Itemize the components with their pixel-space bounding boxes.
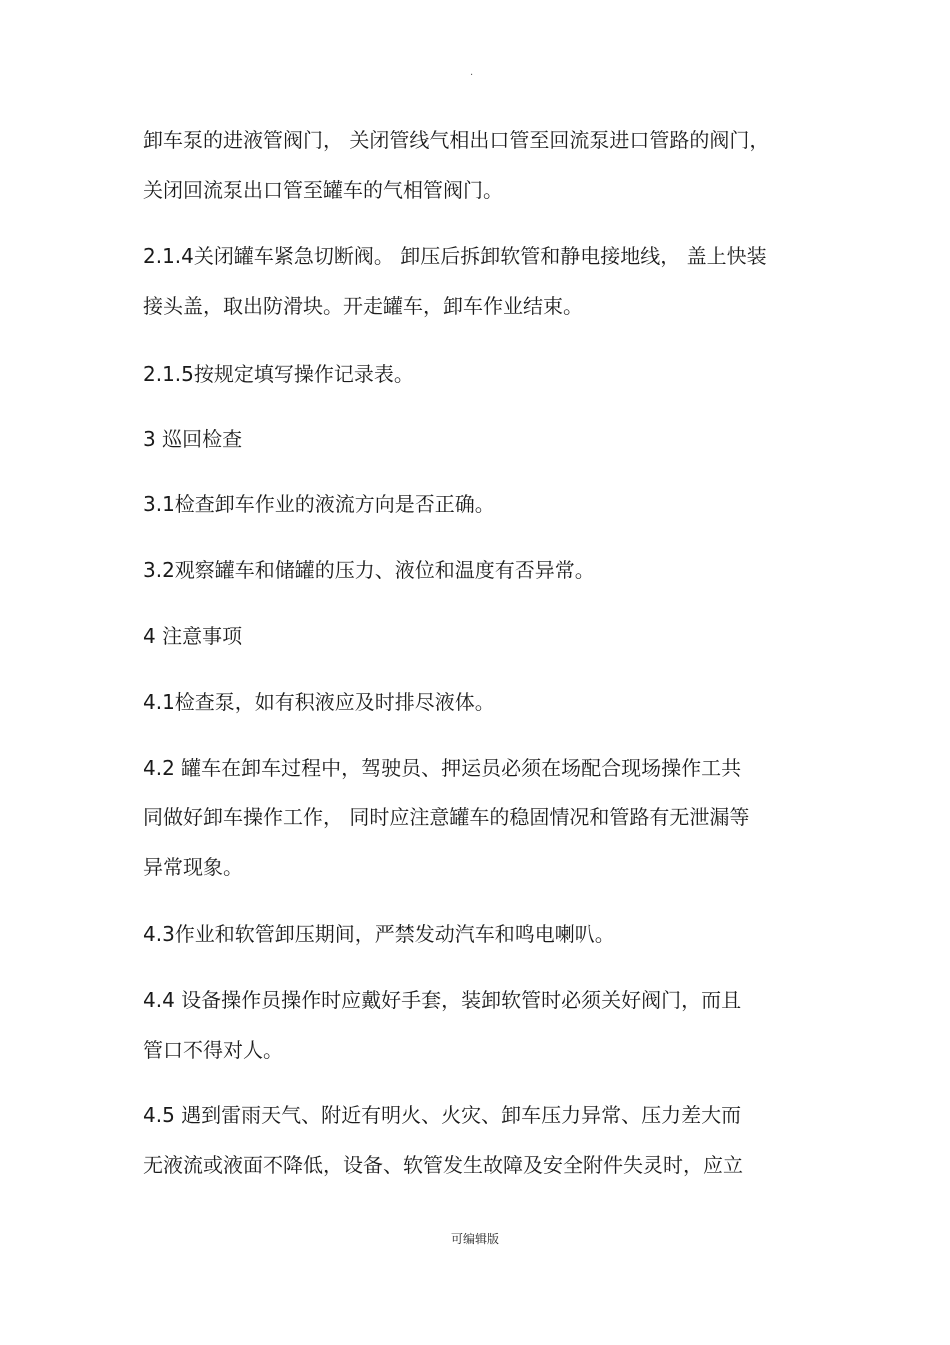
- page-top-mark: ·: [470, 70, 474, 81]
- text-line: 4.2 罐车在卸车过程中，驾驶员、押运员必须在场配合现场操作工共: [143, 756, 742, 780]
- text-line: 关闭回流泵出口管至罐车的气相管阀门。: [143, 178, 503, 202]
- text-line: 4.4 设备操作员操作时应戴好手套，装卸软管时必须关好阀门，而且: [143, 988, 742, 1012]
- text-line: 4.3作业和软管卸压期间，严禁发动汽车和鸣电喇叭。: [143, 922, 615, 946]
- text-line: 卸车泵的进液管阀门， 关闭管线气相出口管至回流泵进口管路的阀门，: [143, 128, 770, 152]
- page-footer: 可编辑版: [450, 1232, 499, 1246]
- text-line: 2.1.4关闭罐车紧急切断阀。 卸压后拆卸软管和静电接地线， 盖上快装: [143, 244, 767, 268]
- text-line: 管口不得对人。: [143, 1038, 283, 1062]
- text-line: 同做好卸车操作工作， 同时应注意罐车的稳固情况和管路有无泄漏等: [143, 805, 750, 829]
- text-line: 无液流或液面不降低，设备、软管发生故障及安全附件失灵时，应立: [143, 1153, 743, 1177]
- section-heading: 4 注意事项: [143, 624, 243, 648]
- text-line: 4.1检查泵，如有积液应及时排尽液体。: [143, 690, 495, 714]
- text-line: 3.2观察罐车和储罐的压力、液位和温度有否异常。: [143, 558, 595, 582]
- text-line: 异常现象。: [143, 855, 243, 879]
- text-line: 4.5 遇到雷雨天气、附近有明火、火灾、卸车压力异常、压力差大而: [143, 1103, 742, 1127]
- section-heading: 3 巡回检查: [143, 427, 243, 451]
- text-line: 3.1检查卸车作业的液流方向是否正确。: [143, 492, 495, 516]
- text-line: 接头盖，取出防滑块。开走罐车，卸车作业结束。: [143, 294, 583, 318]
- text-line: 2.1.5按规定填写操作记录表。: [143, 362, 414, 386]
